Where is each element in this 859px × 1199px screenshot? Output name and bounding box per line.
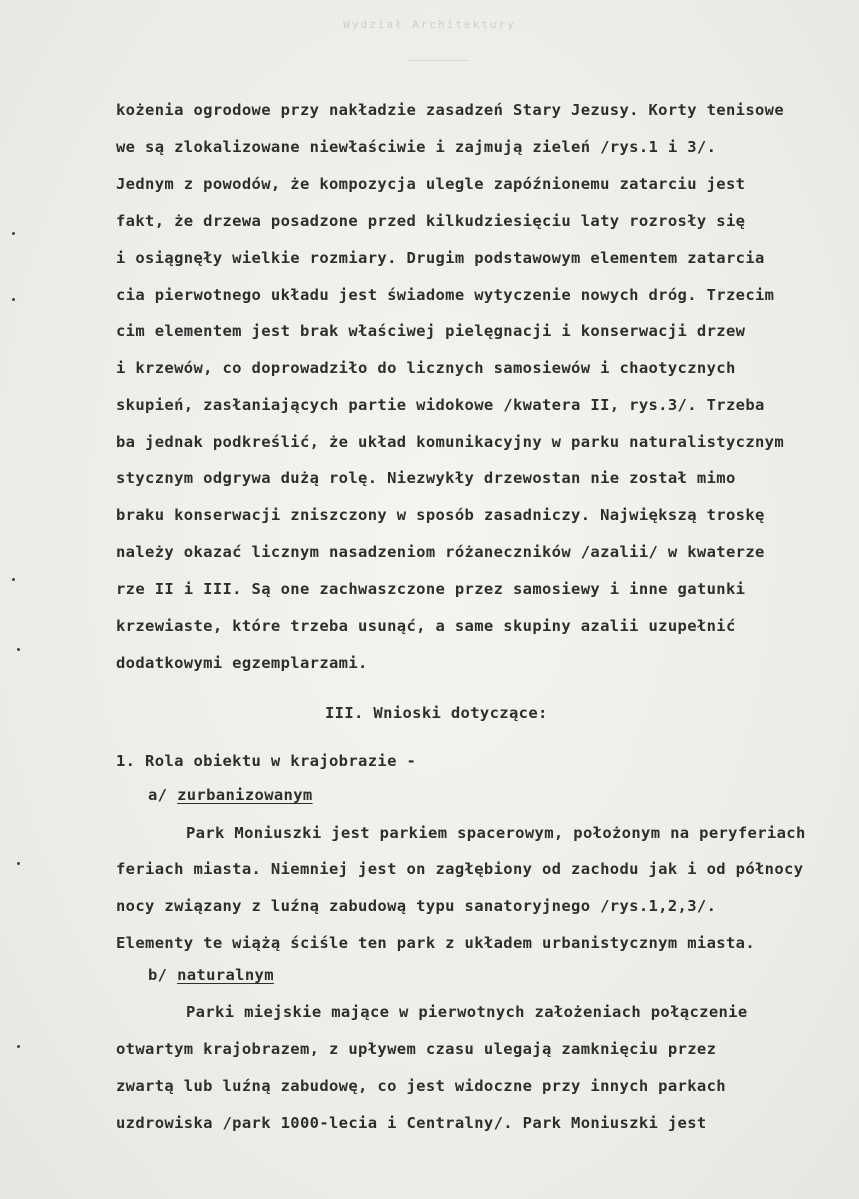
subitem-b-prefix: b/ <box>148 966 168 984</box>
body-line: braku konserwacji zniszczony w sposób zasadniczy. Największą troskę <box>116 506 765 524</box>
punch-hole-5 <box>17 862 20 865</box>
paragraph-a-line: feriach miasta. Niemniej jest on zagłębiony od zachodu jak i od północy <box>116 860 804 878</box>
body-line: fakt, że drzewa posadzone przed kilkudziesięciu laty rozrosły się <box>116 212 746 230</box>
subitem-a-label: zurbanizowanym <box>177 786 313 804</box>
body-line: ba jednak podkreślić, że układ komunikacyjny w parku naturalistycznym <box>116 433 785 451</box>
body-line: i krzewów, co doprowadziło do licznych samosiewów i chaotycznych <box>116 359 736 377</box>
punch-hole-4 <box>17 648 20 651</box>
body-line: cia pierwotnego układu jest świadome wytyczenie nowych dróg. Trzecim <box>116 286 775 304</box>
paragraph-b-line: uzdrowiska /park 1000-lecia i Centralny/. Park Moniuszki jest <box>116 1114 707 1132</box>
body-line: dodatkowymi egzemplarzami. <box>116 654 368 672</box>
subitem-a <box>148 786 313 804</box>
page-header-watermark: Wydział Architektury <box>343 18 516 31</box>
body-line: i osiągnęły wielkie rozmiary. Drugim podstawowym elementem zatarcia <box>116 249 765 267</box>
paragraph-a-line: Elementy te wiążą ściśle ten park z układem urbanistycznym miasta. <box>116 934 755 952</box>
punch-hole-6 <box>17 1045 20 1048</box>
body-line: rze II i III. Są one zachwaszczone przez samosiewy i inne gatunki <box>116 580 746 598</box>
section-heading: III. Wnioski dotyczące: <box>325 704 548 722</box>
header-rule <box>408 60 468 61</box>
paragraph-a-line: Park Moniuszki jest parkiem spacerowym, położonym na peryferiach <box>186 824 806 842</box>
punch-hole-2 <box>12 298 15 301</box>
body-line: kożenia ogrodowe przy nakładzie zasadzeń Stary Jezusy. Korty tenisowe <box>116 101 785 119</box>
body-line: należy okazać licznym nasadzeniom różaneczników /azalii/ w kwaterze <box>116 543 765 561</box>
paragraph-b-line: Parki miejskie mające w pierwotnych założeniach połączenie <box>186 1003 748 1021</box>
body-line: krzewiaste, które trzeba usunąć, a same skupiny azalii uzupełnić <box>116 617 736 635</box>
subitem-b <box>148 966 274 984</box>
subitem-a-prefix: a/ <box>148 786 168 804</box>
body-line: cim elementem jest brak właściwej pielęgnacji i konserwacji drzew <box>116 322 746 340</box>
body-line: stycznym odgrywa dużą rolę. Niezwykły drzewostan nie został mimo <box>116 469 736 487</box>
subitem-b-label: naturalnym <box>177 966 274 984</box>
paragraph-b-line: otwartym krajobrazem, z upływem czasu ulegają zamknięciu przez <box>116 1040 717 1058</box>
body-line: skupień, zasłaniających partie widokowe /kwatera II, rys.3/. Trzeba <box>116 396 765 414</box>
punch-hole-1 <box>12 232 15 235</box>
paragraph-b-line: zwartą lub luźną zabudowę, co jest widoczne przy innych parkach <box>116 1077 726 1095</box>
punch-hole-3 <box>12 578 15 581</box>
paragraph-a-line: nocy związany z luźną zabudową typu sanatoryjnego /rys.1,2,3/. <box>116 897 717 915</box>
body-line: Jednym z powodów, że kompozycja ulegle zapóźnionemu zatarciu jest <box>116 175 746 193</box>
body-line: we są zlokalizowane niewłaściwie i zajmują zieleń /rys.1 i 3/. <box>116 138 717 156</box>
list-item-1: 1. Rola obiektu w krajobrazie - <box>116 752 417 770</box>
